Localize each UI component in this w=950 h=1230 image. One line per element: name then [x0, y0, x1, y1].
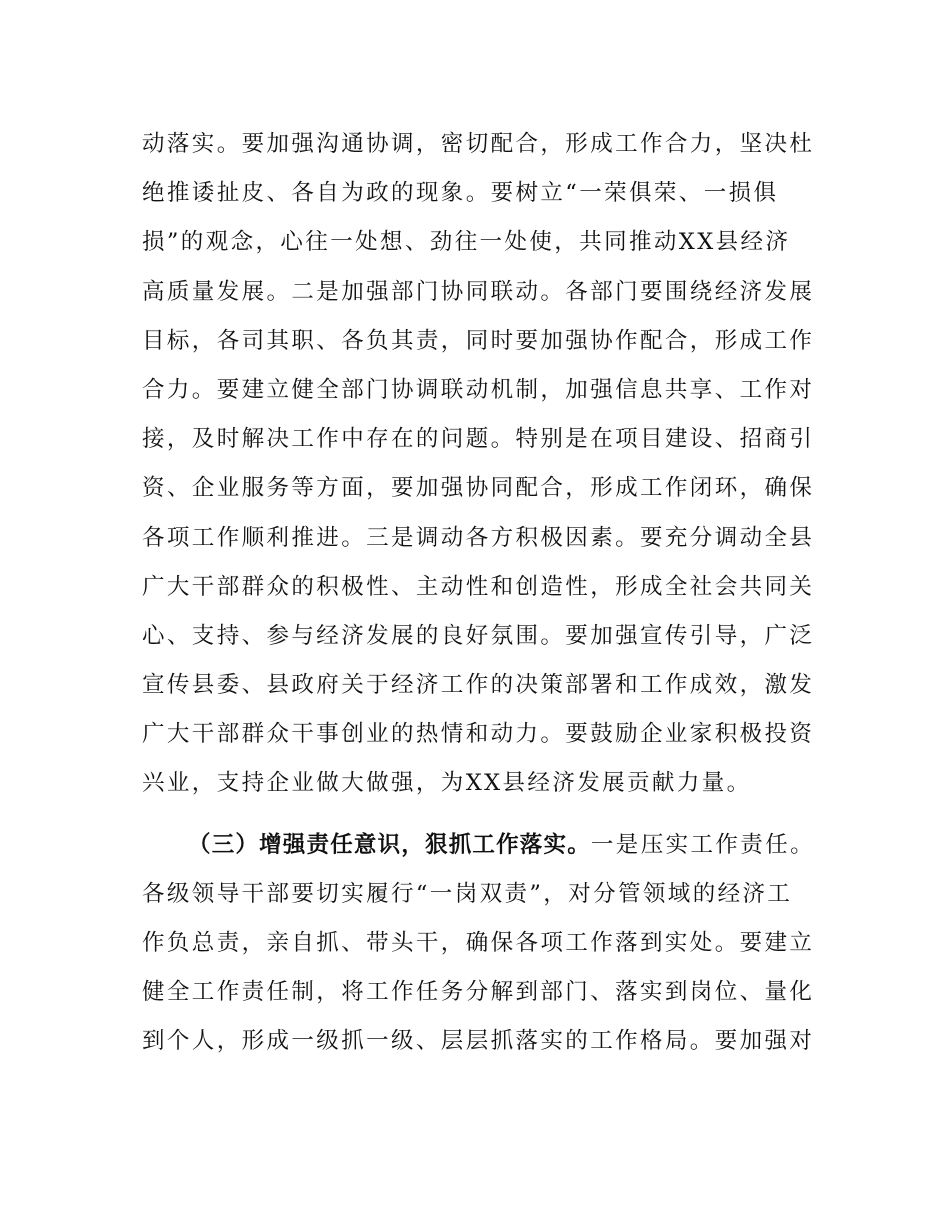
heading-continuation: 一是压实工作责任。: [590, 831, 816, 858]
text-line: 目标，各司其职、各负其责，同时要加强协作配合，形成工作: [142, 327, 815, 354]
document-body: [142, 120, 842, 1067]
text-line: 接，及时解决工作中存在的问题。特别是在项目建设、招商引: [142, 426, 815, 453]
paragraph-spacer: [142, 809, 842, 821]
paragraph-2: [142, 821, 842, 1067]
text-line: 合力。要建立健全部门协调联动机制，加强信息共享、工作对: [142, 376, 815, 403]
text-line: 资、企业服务等方面，要加强协同配合，形成工作闭环，确保: [142, 475, 815, 502]
text-line: 各项工作顺利推进。三是调动各方积极因素。要充分调动全县: [142, 524, 815, 551]
text-line: 广大干部群众干事创业的热情和动力。要鼓励企业家积极投资: [142, 721, 815, 748]
text-line: 心、支持、参与经济发展的良好氛围。要加强宣传引导，广泛: [142, 622, 815, 649]
section-heading: （三）增强责任意识，狠抓工作落实。: [188, 831, 591, 858]
text-line: 损”的观念，心往一处想、劲往一处使，共同推动XX县经济: [142, 229, 791, 256]
text-line: 兴业，支持企业做大做强，为XX县经济发展贡献力量。: [142, 770, 752, 797]
text-line: 动落实。要加强沟通协调，密切配合，形成工作合力，坚决杜: [142, 131, 815, 157]
text-line: 健全工作责任制，将工作任务分解到部门、落实到岗位、量化: [142, 979, 815, 1006]
text-line: 广大干部群众的积极性、主动性和创造性，形成全社会共同关: [142, 573, 815, 600]
text-line: 高质量发展。二是加强部门协同联动。各部门要围绕经济发展: [142, 278, 815, 305]
text-line: 绝推诿扯皮、各自为政的现象。要树立“一荣俱荣、一损俱: [142, 180, 779, 207]
text-line: 各级领导干部要切实履行“一岗双责”，对分管领域的经济工: [142, 880, 793, 907]
text-line: 宣传县委、县政府关于经济工作的决策部署和工作成效，激发: [142, 672, 815, 699]
section-heading-line: [142, 821, 842, 870]
text-line: 作负总责，亲自抓、带头干，确保各项工作落到实处。要建立: [142, 930, 815, 956]
text-line: 到个人，形成一级抓一级、层层抓落实的工作格局。要加强对: [142, 1028, 815, 1055]
paragraph-1: [142, 120, 842, 809]
